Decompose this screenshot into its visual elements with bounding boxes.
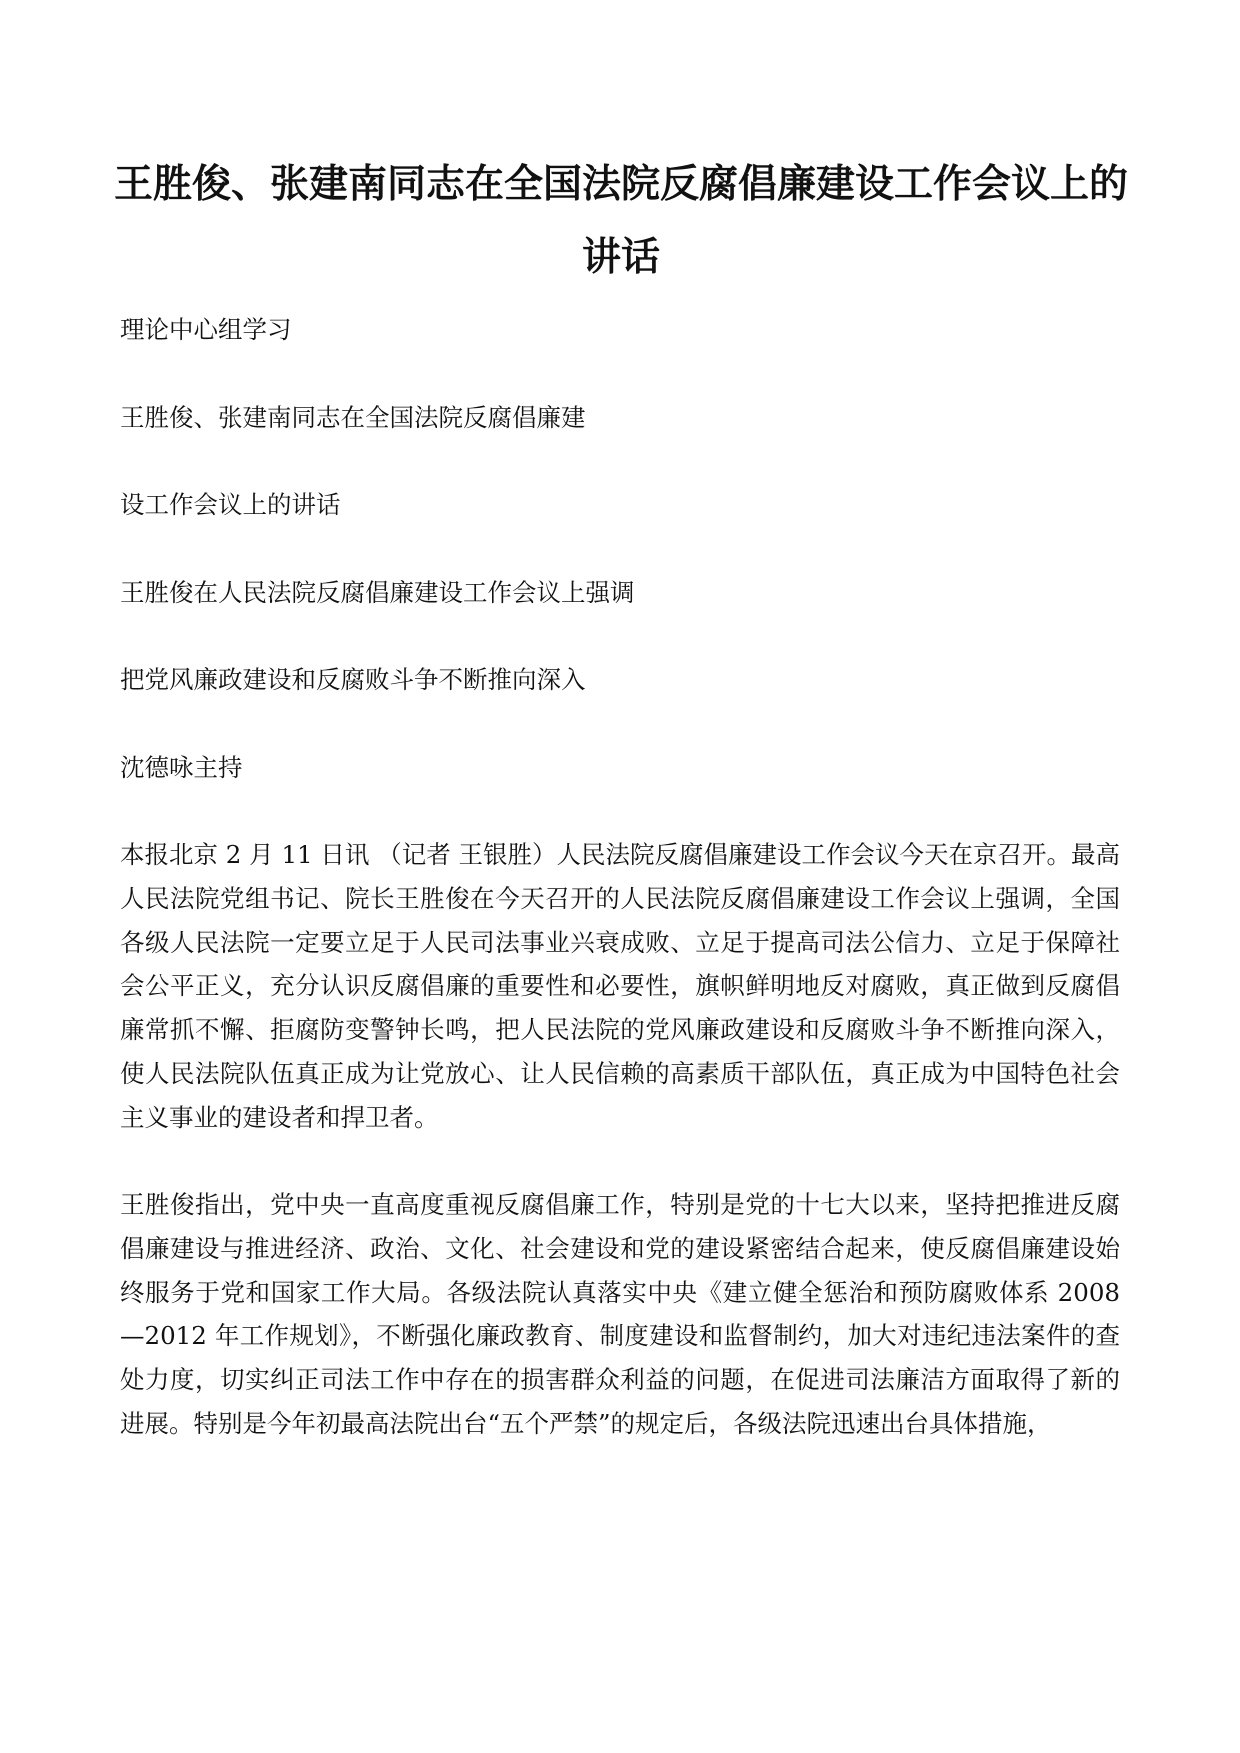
document-title: 王胜俊、张建南同志在全国法院反腐倡廉建设工作会议上的讲话 [113, 162, 1128, 280]
host-line: 沈德咏主持 [120, 753, 243, 782]
paragraph-1: 本报北京 2 月 11 日讯 （记者 王银胜）人民法院反腐倡廉建设工作会议今天在京召开。最高人民法院党组书记、院长王胜俊在今天召开的人民法院反腐倡廉建设工作会议上强调，全国各级人民法院一定要立足于人民司法事业兴衰成败、立足于提高司法公信力、立足于保障社会公平正义，充分认识反腐倡廉的重要性和必要性，旗帜鲜明地反对腐败，真正做到反腐倡廉常抓不懈、拒腐防变警钟长鸣，把人民法院的党风廉政建设和反腐败斗争不断推向深入，使人民法院队伍真正成为让党放心、让人民信赖的高素质干部队伍，真正成为中国特色社会主义事业的建设者和捍卫者。 [120, 840, 1120, 1132]
section-label: 理论中心组学习 [120, 315, 292, 344]
subtitle-line-1: 王胜俊、张建南同志在全国法院反腐倡廉建 [120, 403, 586, 432]
paragraph-2: 王胜俊指出，党中央一直高度重视反腐倡廉工作，特别是党的十七大以来，坚持把推进反腐倡廉建设与推进经济、政治、文化、社会建设和党的建设紧密结合起来，使反腐倡廉建设始终服务于党和国家工作大局。各级法院认真落实中央《建立健全惩治和预防腐败体系 2008—2012 年工作规划》，不断强化廉政教育、制度建设和监督制约，加大对违纪违法案件的查处力度，切实纠正司法工作中存在的损害群众利益的问题，在促进司法廉洁方面取得了新的进展。特别是今年初最高法院出台“五个严禁”的规定后，各级法院迅速出台具体措施， [120, 1190, 1120, 1438]
subtitle-line-2: 设工作会议上的讲话 [120, 490, 341, 519]
headline-line-1: 王胜俊在人民法院反腐倡廉建设工作会议上强调 [120, 578, 635, 607]
headline-line-2: 把党风廉政建设和反腐败斗争不断推向深入 [120, 665, 586, 694]
